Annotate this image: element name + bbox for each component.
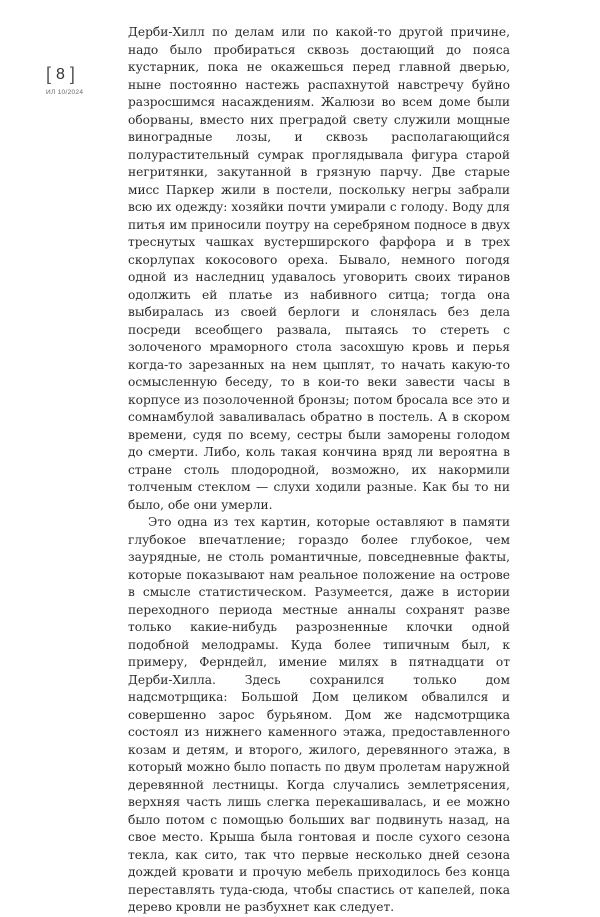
page-number — [46, 64, 116, 85]
paragraph-1: Дерби-Хилл по делам или по какой-то другой причине, надо было пробираться сквозь достающий до пояса кустарник, пока не окажешься перед главной дверью, ныне постоянно настежь распахнутой навстречу буйно разросшимся насаждениям. Жалюзи во всем доме были оборваны, вместо них преградой свету служили мощные виноградные лозы, и сквозь располагающийся полурастительный сумрак проглядывала фигура старой негритянки, закутанной в грязную парчу. Две старые мисс Паркер жили в постели, поскольку негры забрали всю их одежду: хозяйки почти умирали с голоду. Воду для питья им приносили поутру на серебряном подносе в двух треснутых чашках вустерширского фарфора и в трех скорлупах кокосового ореха. Бывало, немного погодя одной из наследниц удавалось уговорить своих тиранов одолжить ей платье из набивного ситца; тогда она выбиралась из своей берлоги и слонялась без дела посреди всеобщего развала, пытаясь то стереть с золоченого мраморного стола засохшую кровь и перья когда-то зарезанных на нем цыплят, то начать какую-то осмысленную беседу, то в кои-то веки завести часы в корпусе из позолоченной бронзы; потом бросала все это и сомнамбулой заваливалась обратно в постель. А в скором времени, судя по всему, сестры были заморены голодом до смерти. Либо, коль такая кончина вряд ли вероятна в стране столь плодородной, возможно, их накормили толченым стеклом — слухи ходили разные. Как бы то ни было, обе они умерли. — [128, 25, 510, 512]
page-marker — [46, 64, 116, 96]
left-bracket-icon: [ — [46, 64, 53, 84]
page-number-value: 8 — [56, 65, 66, 83]
article-body — [128, 24, 510, 917]
issue-label: ИЛ 10/2024 — [46, 89, 84, 96]
right-bracket-icon: ] — [69, 64, 76, 84]
paragraph-2: Это одна из тех картин, которые оставляют в памяти глубокое впечатление; гораздо более глубокое, чем заурядные, не столь романтичные, повседневные факты, которые показывают нам реальное положение на острове в смысле статистическом. Разумеется, даже в истории переходного периода местные анналы сохранят разве только какие-нибудь разрозненные клочки одной подобной мелодрамы. Куда более типичным был, к примеру, Ферндейл, имение милях в пятнадцати от Дерби-Хилла. Здесь сохранился только дом надсмотрщика: Большой Дом целиком обвалился и совершенно зарос бурьяном. Дом же надсмотрщика состоял из нижнего каменного этажа, предоставленного козам и детям, и второго, жилого, деревянного этажа, в который можно было попасть по двум пролетам наружной деревянной лестницы. Когда случались землетрясения, верхняя часть лишь слегка перекашивалась, и ее можно было потом с помощью больших ваг подвинуть назад, на свое место. Крыша была гонтовая и после сухого сезона текла, как сито, так что первые несколько дней сезона дождей кровати и прочую мебель приходилось без конца переставлять туда-сюда, чтобы спастись от капелей, пока дерево кровли не разбухнет как следует. — [128, 515, 510, 914]
